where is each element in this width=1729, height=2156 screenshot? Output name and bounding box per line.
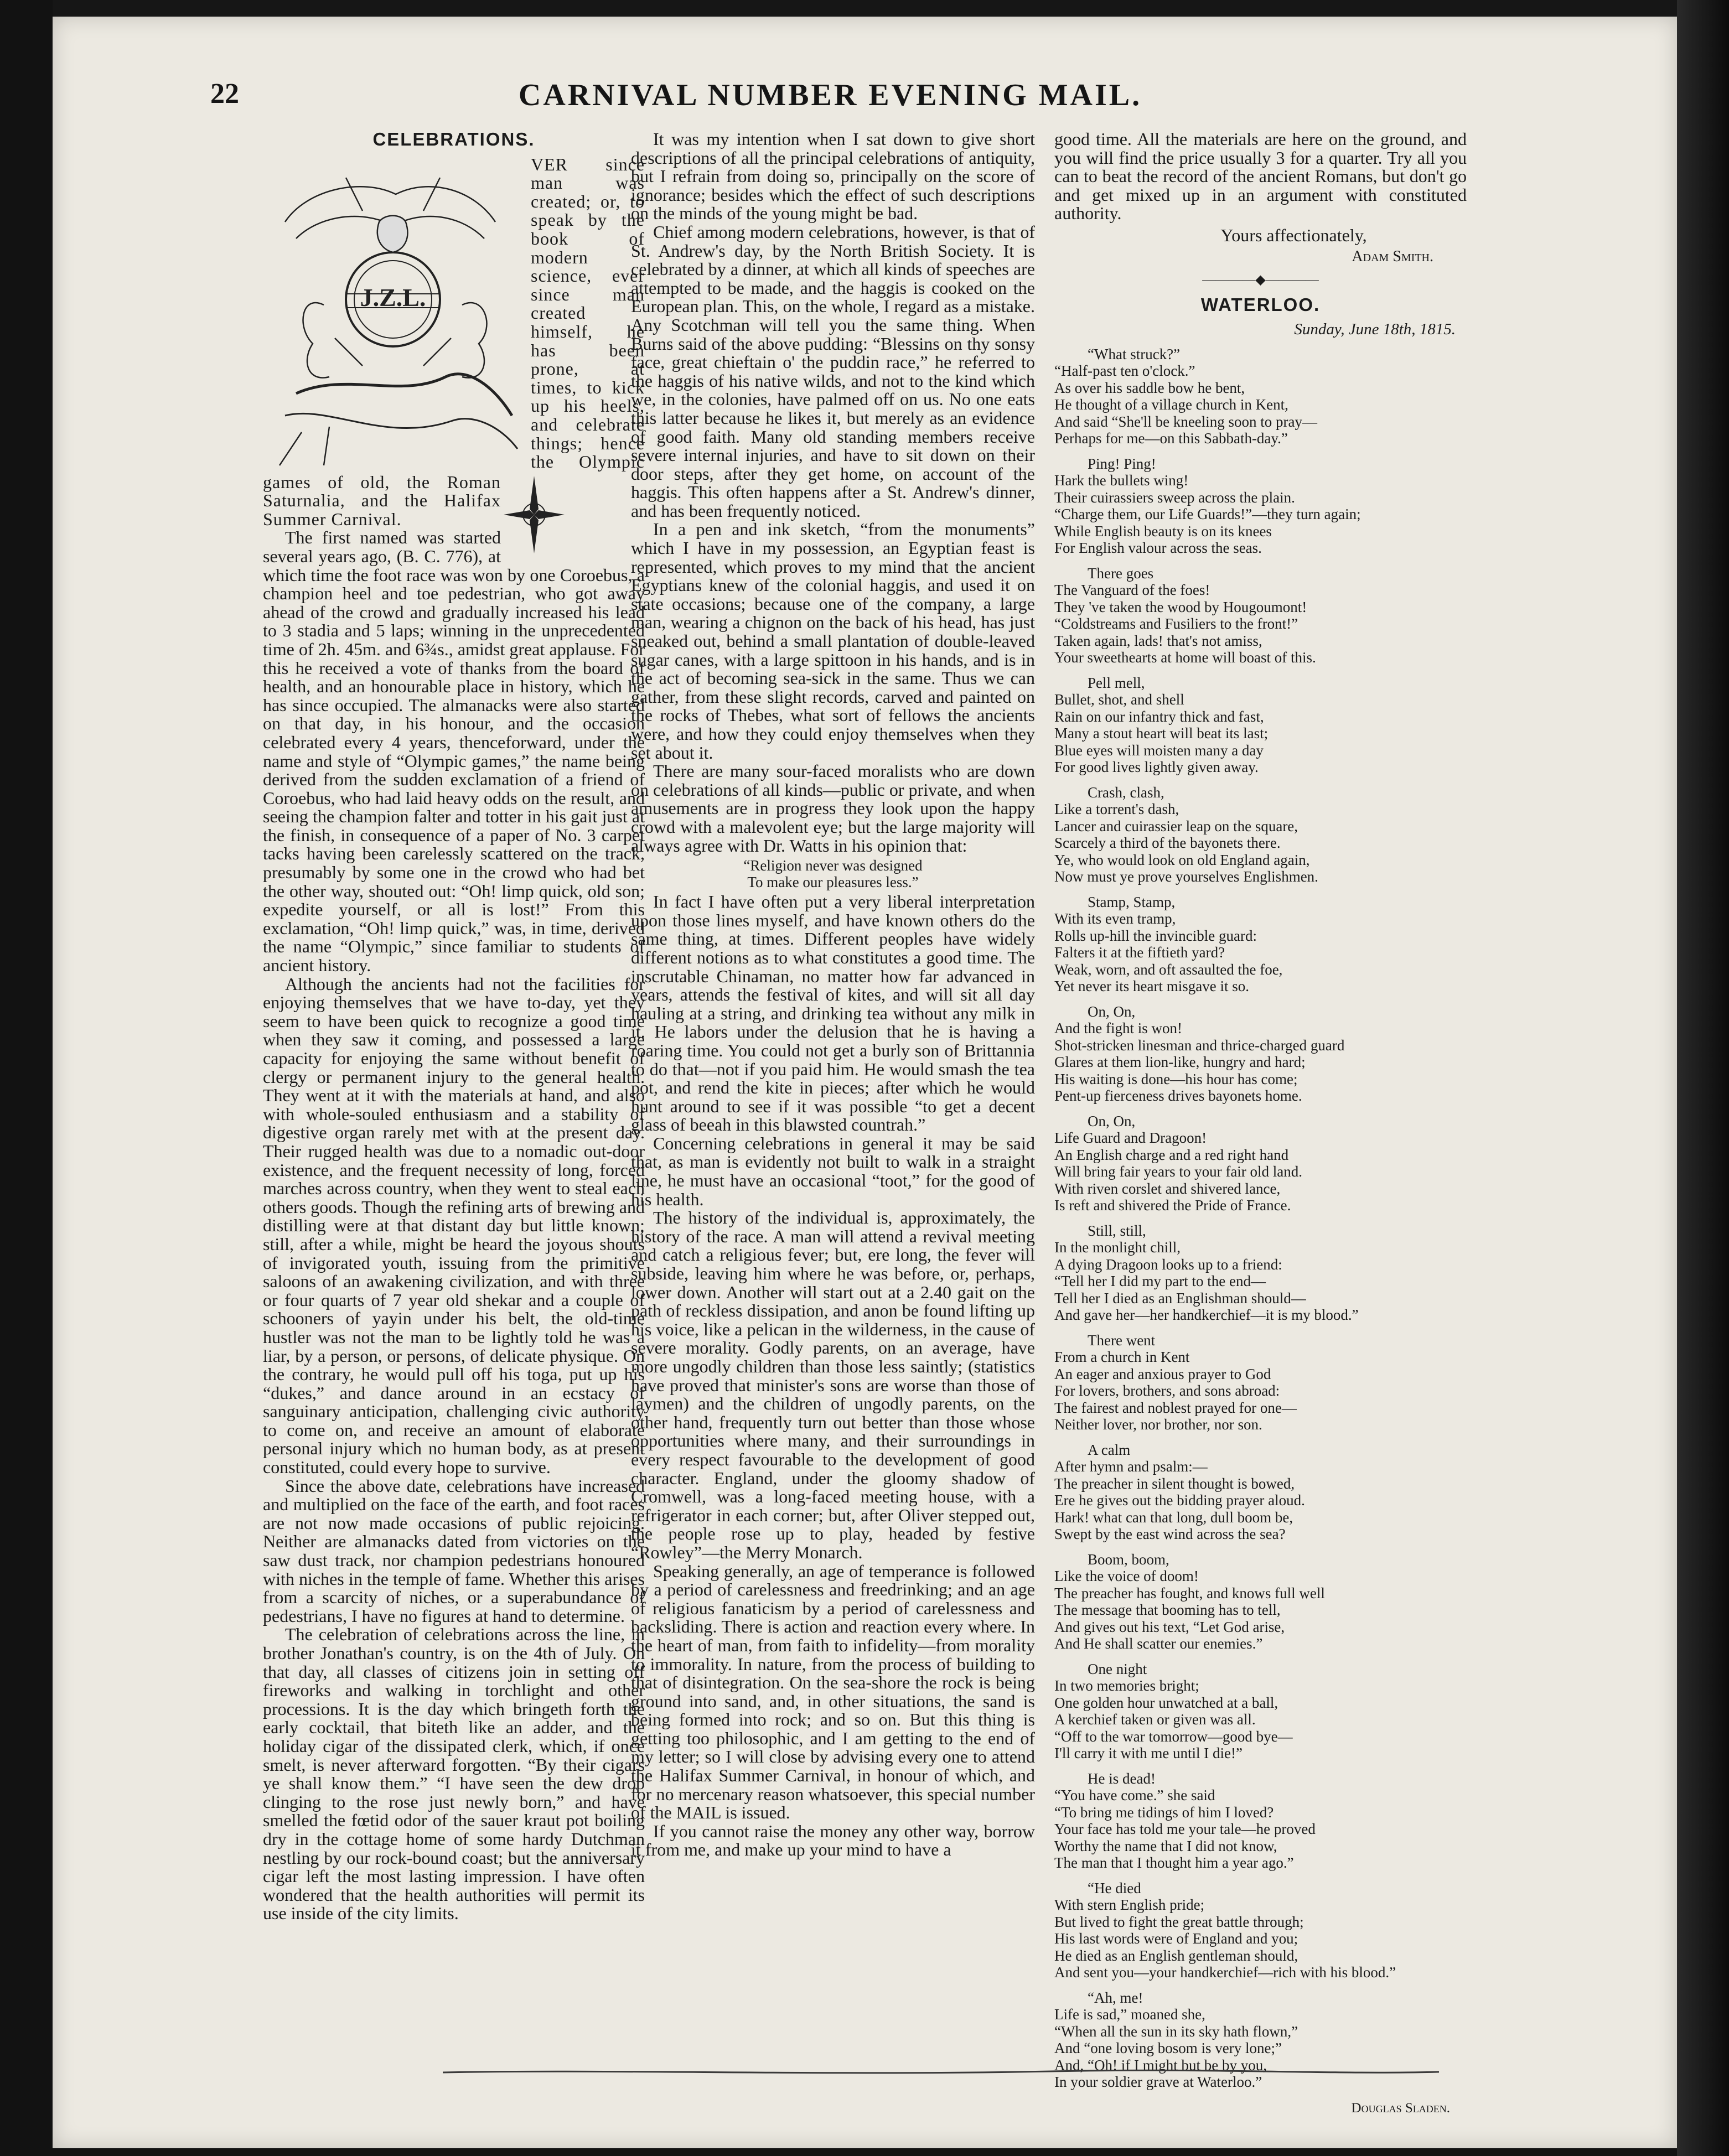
waterloo-dateline: Sunday, June 18th, 1815. bbox=[1294, 320, 1456, 339]
carnival-illustration bbox=[263, 156, 523, 471]
celebrations-paragraph: The first named was started several years ago, (B. C. 776), at which time the foot race was won by one Coroebus, a champion heel and toe pedestrian, who got away ahead of the crowd and gradually increased his lead to 3 stadia and 5 laps; winning in the unprecedented time of 2h. 45m. and 6¾s., amidst great applause. For this he received a vote of thanks from the board of health, and an honourable place in history, which he has since occupied. The almanacks were also started on that day, in his honour, and the occasion celebrated every 4 years, thenceforward, under the name and style of “Olympic games,” the name being derived from the sudden exclamation of a friend of Coroebus, who had laid heavy odds on the result, and seeing the champion falter and totter in his gait just at the finish, in consequence of a paper of No. 3 carpet tacks having been carelessly scattered on the track, presumably by some one in the crowd who had bet the other way, shouted out: “Oh! limp quick, old son; expedite yourself, or all is lost!” From this exclamation, “Oh! limp quick,” was, in time, derived the name “Olympic,” since familiar to students of ancient history. bbox=[263, 527, 645, 976]
scan-top-edge bbox=[53, 0, 1677, 17]
celebrations-title: CELEBRATIONS. bbox=[372, 129, 535, 149]
poem-line: He died as an English gentleman should, bbox=[1054, 1947, 1298, 1964]
poem-line: He is dead! bbox=[1088, 1770, 1156, 1787]
watts-quote bbox=[631, 857, 1035, 890]
celebrations-paragraph: The celebration of celebrations across the line, in brother Jonathan's country, is on the 4th of July. On that day, all classes of citizens join in setting off fireworks and walking in torchlight and other processions. It is the day which bringeth forth the early cocktail, that biteth like an adder, and the holiday cigar of the dissipated clerk, which, if once smelt, is never afterward forgotten. “By their cigars ye shall know them.” “I have seen the dew drop clinging to the rose just newly born,” and have smelled the fœtid odor of the sauer kraut pot boiling dry in the cottage home of some hardy Dutchman nestling by our rock-bound coast; but the anniversary cigar left the most lasting impression. I have often wondered that the health authorities will permit its use inside of the city limits. bbox=[263, 1624, 645, 1924]
poem-line: In two memories bright; bbox=[1054, 1677, 1199, 1694]
poem-line: In your soldier grave at Waterloo.” bbox=[1054, 2074, 1262, 2091]
celebrations-paragraph: Since the above date, celebrations have increased and multiplied on the face of the earth, and foot races are not now made occasions of public rejoicing. Neither are almanacks dated from victories on the saw dust track, nor champion pedestrians honoured with niches in the temple of fame. Whether this arises from a scarcity of niches, or a superabundance of pedestrians, I have no figures at hand to determine. bbox=[263, 1475, 645, 1626]
poem-line: An eager and anxious prayer to God bbox=[1054, 1365, 1271, 1382]
page-smudge bbox=[443, 2067, 1439, 2078]
poem-line: With riven corslet and shivered lance, bbox=[1054, 1180, 1281, 1197]
celebrations-paragraph: VER since man was created; or, to speak by the book of modern science, ever since man created himself, he has been prone, at times, to kick up his heels, and celebrate things; hence the Olympic games of old, the Roman Saturnalia, and the Halifax Summer Carnival. bbox=[263, 154, 645, 529]
poem-stanza bbox=[1054, 1113, 1467, 1214]
poem-line: Taken again, lads! that's not amiss, bbox=[1054, 632, 1262, 649]
poem-stanza bbox=[1054, 1880, 1467, 1981]
poem-line: Yet never its heart misgave it so. bbox=[1054, 978, 1249, 995]
poem-line: Is reft and shivered the Pride of France. bbox=[1054, 1197, 1291, 1214]
poem-line: While English beauty is on its knees bbox=[1054, 522, 1272, 540]
poem-line: And gave her—her handkerchief—it is my blood.” bbox=[1054, 1307, 1359, 1324]
celebrations-paragraph: It was my intention when I sat down to give short descriptions of all the principal celebrations of antiquity, but I refrain from doing so, principally on the score of ignorance; besides which the effect of such descriptions on the minds of the young might be bad. bbox=[631, 129, 1035, 224]
poem-stanza bbox=[1054, 346, 1467, 447]
poem-line: “To bring me tidings of him I loved? bbox=[1054, 1803, 1274, 1821]
poem-line: Your sweethearts at home will boast of this. bbox=[1054, 649, 1316, 666]
celebrations-paragraph: Speaking generally, an age of temperance is followed by a period of carelessness and freedrinking; and an age of religious fanaticism by a period of carelessness and backsliding. There is action and reaction every where. In the heart of man, from faith to infidelity—from morality to immorality. In nature, from the process of building to that of disintegration. On the sea-shore the rock is being ground into sand, and, in other situations, the sand is being formed into rock; and so on. But this thing is getting too philosophic, and I am getting to the end of my letter; so I will close by advising every one to attend the Halifax Summer Carnival, in honour of which, and for no mercenary reason whatsoever, this special number of the MAIL is issued. bbox=[631, 1561, 1035, 1823]
monogram-text: J.Z.L. bbox=[360, 283, 426, 312]
poem-line: There went bbox=[1088, 1331, 1156, 1349]
poem-line: Like the voice of doom! bbox=[1054, 1568, 1199, 1585]
poem-stanza bbox=[1054, 1770, 1467, 1872]
poem-line: “He died bbox=[1088, 1879, 1141, 1896]
poem-line: Will bring fair years to your fair old land. bbox=[1054, 1163, 1303, 1180]
poem-line: Swept by the east wind across the sea? bbox=[1054, 1526, 1286, 1543]
poem-line: Their cuirassiers sweep across the plain. bbox=[1054, 489, 1295, 506]
poem-stanza bbox=[1054, 675, 1467, 776]
poem-line: The fairest and noblest prayed for one— bbox=[1054, 1399, 1297, 1416]
poem-line: “Half-past ten o'clock.” bbox=[1054, 362, 1195, 380]
compass-rose-ornament bbox=[501, 473, 567, 556]
poem-stanza bbox=[1054, 455, 1467, 557]
poem-line: “What struck?” bbox=[1088, 345, 1181, 362]
poem-line: Tell her I died as an Englishman should— bbox=[1054, 1289, 1306, 1307]
letter-closing: Yours affectionately, bbox=[1220, 225, 1367, 245]
poem-line: Boom, boom, bbox=[1088, 1551, 1169, 1568]
poem-line: But lived to fight the great battle through; bbox=[1054, 1913, 1304, 1930]
poem-line: Hark! what can that long, dull boom be, bbox=[1054, 1509, 1293, 1526]
poem-line: And He shall scatter our enemies.” bbox=[1054, 1635, 1263, 1652]
poem-line: For lovers, brothers, and sons abroad: bbox=[1054, 1382, 1280, 1400]
poem-line: The Vanguard of the foes! bbox=[1054, 582, 1210, 599]
page-header bbox=[188, 77, 1472, 122]
poem-line: A kerchief taken or given was all. bbox=[1054, 1711, 1256, 1728]
poem-line: Many a stout heart will beat its last; bbox=[1054, 725, 1269, 742]
poem-line: Like a torrent's dash, bbox=[1054, 801, 1179, 818]
poem-line: Lancer and cuirassier leap on the square, bbox=[1054, 817, 1298, 835]
poem-line: Life is sad,” moaned she, bbox=[1054, 2006, 1205, 2023]
masthead: CARNIVAL NUMBER EVENING MAIL. bbox=[518, 78, 1142, 112]
waterloo-poem bbox=[1054, 346, 1467, 2091]
poem-stanza bbox=[1054, 1661, 1467, 1762]
poem-line: Neither lover, nor brother, nor son. bbox=[1054, 1416, 1262, 1433]
poem-line: And the fight is won! bbox=[1054, 1020, 1182, 1037]
poem-line: “Coldstreams and Fusiliers to the front!” bbox=[1054, 615, 1298, 633]
poem-line: Stamp, Stamp, bbox=[1088, 893, 1176, 910]
poem-line: Bullet, shot, and shell bbox=[1054, 691, 1184, 708]
poem-stanza bbox=[1054, 1003, 1467, 1105]
poem-stanza bbox=[1054, 565, 1467, 666]
celebrations-paragraph: In a pen and ink sketch, “from the monuments” which I have in my possession, an Egyptian feast is represented, which proves to my mind that the ancient Egyptians knew of the colonial haggis, and used it on state occasions; because one of the company, a large man, wearing a chignon on the back of his head, has just sneaked out, behind a small plantation of double-leaved sugar canes, with a large spittoon in his hands, and is in the act of becoming sea-sick in the same. Thus we can gather, from these slight records, carved and painted on the rocks of Thebes, what sort of fellows the ancients were, and how they could enjoy themselves when they set about it. bbox=[631, 519, 1035, 763]
quote-line: “Religion never was designed bbox=[743, 857, 923, 874]
poem-line: After hymn and psalm:— bbox=[1054, 1458, 1208, 1475]
poem-line: Pent-up fierceness drives bayonets home. bbox=[1054, 1087, 1302, 1105]
celebrations-paragraph: Although the ancients had not the facilities for enjoying themselves that we have to-day, yet they seem to have been quick to recognize a good time when they saw it coming, and possessed a large capacity for enjoying the same without benefit of clergy or permanent injury to the general health. They went at it with the materials at hand, and also with whole-souled enthusiasm and a stability of digestive organ rarely met with at the present day. Their rugged health was due to a nomadic out-door existence, and the frequent necessity of long, forced marches across country, when they went to steal each others goods. Though the refining arts of brewing and distilling were at that distant day but little known; still, after a while, might be heard the joyous shouts of invigorated youth, issuing from the primitive saloons of an awakening civilization, and with three or four quarts of 7 year old shekar and a couple of schooners of yayin under his belt, the old-time hustler was not the man to be lightly told he was a liar, by a person, or persons, of delicate physique. On the contrary, he would pull off his toga, put up his “dukes,” and dance around in an ecstacy of sanguinary anticipation, challenging civic authority to come on, and receive an amount of elaborate personal injury which no human body, as at present constituted, could every hope to survive. bbox=[263, 973, 645, 1478]
poem-line: Crash, clash, bbox=[1088, 784, 1164, 801]
poem-line: Blue eyes will moisten many a day bbox=[1054, 742, 1264, 759]
waterloo-title: WATERLOO. bbox=[1200, 294, 1321, 315]
poem-line: Life Guard and Dragoon! bbox=[1054, 1129, 1207, 1147]
poem-line: “Off to the war tomorrow—good bye— bbox=[1054, 1728, 1293, 1745]
poem-line: Glares at them lion-like, hungry and hard; bbox=[1054, 1054, 1306, 1071]
quote-line: To make our pleasures less.” bbox=[747, 874, 919, 891]
poem-line: With its even tramp, bbox=[1054, 910, 1176, 927]
poem-line: The preacher in silent thought is bowed, bbox=[1054, 1475, 1295, 1492]
poem-line: On, On, bbox=[1088, 1003, 1136, 1020]
poem-line: Now must ye prove yourselves Englishmen. bbox=[1054, 868, 1318, 885]
poem-line: One golden hour unwatched at a ball, bbox=[1054, 1694, 1278, 1711]
poem-line: Still, still, bbox=[1088, 1222, 1146, 1239]
poem-line: “Ah, me! bbox=[1088, 1989, 1143, 2006]
celebrations-paragraph: Chief among modern celebrations, however, is that of St. Andrew's day, by the North British Society. It is celebrated by a dinner, at which all kinds of speeches are attempted to be made, and the haggis is cooked on the European plan. This, on the whole, I regard as a mistake. Any Scotchman will tell you the same thing. When Burns said of the above pudding: “Blessins on thy sonsy face, great chieftain o' the puddin race,” he referred to the haggis of his native wilds, and not to the kind which we, in the colonies, have palmed off on us. No one eats this latter because he likes it, but merely as an evidence of good faith. Many old standing members receive severe internal injuries, and have to sit down on their door steps, after they get home, on account of the haggis. This often happens after a St. Andrew's dinner, and has been frequently noticed. bbox=[631, 221, 1035, 521]
poem-stanza bbox=[1054, 1551, 1467, 1652]
poem-author: Douglas Sladen. bbox=[1351, 2100, 1450, 2116]
poem-line: “Charge them, our Life Guards!”—they turn again; bbox=[1054, 506, 1361, 523]
letter-signature: Adam Smith. bbox=[1352, 247, 1433, 265]
poem-line: And said “She'll be kneeling soon to pray— bbox=[1054, 413, 1318, 430]
poem-line: Ping! Ping! bbox=[1088, 455, 1156, 472]
scan-right-edge bbox=[1677, 0, 1729, 2156]
poem-line: Rolls up-hill the invincible guard: bbox=[1054, 927, 1257, 944]
poem-line: The preacher has fought, and knows full well bbox=[1054, 1584, 1325, 1602]
poem-line: Pell mell, bbox=[1088, 674, 1145, 691]
poem-line: There goes bbox=[1088, 564, 1154, 582]
poem-line: I'll carry it with me until I die!” bbox=[1054, 1745, 1243, 1762]
celebrations-paragraph: good time. All the materials are here on the ground, and you will find the price usually 3 for a quarter. Try all you can to beat the record of the ancient Romans, but don't go and get mixed up in an argument with constituted authority. bbox=[1054, 129, 1467, 224]
poem-line: In the monlight chill, bbox=[1054, 1239, 1181, 1256]
poem-line: Hark the bullets wing! bbox=[1054, 472, 1189, 489]
poem-stanza bbox=[1054, 1442, 1467, 1543]
celebrations-paragraph: The history of the individual is, approximately, the history of the race. A man will attend a revival meeting and catch a religious fever; but, ere long, the fever will subside, leaving him where he was before, or, perhaps, lower down. Another will start out at a 2.40 gait on the path of reckless dissipation, and anon be found lifting up his voice, like a pelican in the wilderness, in the cause of severe morality. Godly parents, on an average, have more ungodly children than those less saintly; (statistics have proved that minister's sons are worse than those of laymen) and the children of ungodly parents, on the other hand, frequently turn out better than those whose opportunities where many, and their surroundings in every respect favourable to the development of good character. England, under the gloomy shadow of Cromwell, was a long-faced meeting house, with a refrigerator in each corner; but, after Oliver stepped out, the people rose up to play, headed by festive “Rowley”—the Merry Monarch. bbox=[631, 1207, 1035, 1562]
poem-line: And, “Oh! if I might but be by you, bbox=[1054, 2056, 1267, 2074]
poem-line: A calm bbox=[1088, 1441, 1131, 1458]
poem-stanza bbox=[1054, 1332, 1467, 1433]
poem-line: His last words were of England and you; bbox=[1054, 1930, 1298, 1947]
poem-line: Ye, who would look on old England again, bbox=[1054, 851, 1310, 868]
poem-line: And gives out his text, “Let God arise, bbox=[1054, 1618, 1285, 1635]
poem-line: As over his saddle bow he bent, bbox=[1054, 379, 1245, 396]
poem-line: An English charge and a red right hand bbox=[1054, 1146, 1289, 1163]
poem-line: From a church in Kent bbox=[1054, 1349, 1190, 1366]
poem-line: Perhaps for me—on this Sabbath-day.” bbox=[1054, 430, 1288, 447]
poem-line: Shot-stricken linesman and thrice-charged guard bbox=[1054, 1036, 1345, 1054]
column-3 bbox=[1054, 130, 1467, 2118]
poem-line: And “one loving bosom is very lone;” bbox=[1054, 2040, 1282, 2057]
celebrations-paragraph: If you cannot raise the money any other way, borrow it from me, and make up your mind to have a bbox=[631, 1821, 1035, 1860]
celebrations-paragraph: Concerning celebrations in general it may be said that, as man is evidently not built to walk in a straight line, he must have an occasional “toot,” for the good of his health. bbox=[631, 1133, 1035, 1209]
poem-line: And sent you—your handkerchief—rich with his blood.” bbox=[1054, 1964, 1396, 1981]
poem-stanza bbox=[1054, 894, 1467, 995]
celebrations-paragraph: There are many sour-faced moralists who are down on celebrations of all kinds—public or private, and when amusements are in progress they look upon the happy crowd with a malevolent eye; but the large majority will always agree with Dr. Watts in his opinion that: bbox=[631, 761, 1035, 856]
poem-line: For good lives lightly given away. bbox=[1054, 759, 1259, 776]
poem-line: “You have come.” she said bbox=[1054, 1787, 1215, 1804]
column-2 bbox=[631, 130, 1035, 1859]
page-number: 22 bbox=[210, 78, 239, 110]
poem-line: The message that booming has to tell, bbox=[1054, 1602, 1281, 1619]
poem-line: His waiting is done—his hour has come; bbox=[1054, 1070, 1298, 1087]
poem-line: “Tell her I did my part to the end— bbox=[1054, 1273, 1266, 1290]
poem-line: With stern English pride; bbox=[1054, 1896, 1205, 1914]
poem-line: Worthy the name that I did not know, bbox=[1054, 1837, 1277, 1854]
poem-line: The man that I thought him a year ago.” bbox=[1054, 1854, 1294, 1872]
poem-line: Weak, worn, and oft assaulted the foe, bbox=[1054, 961, 1283, 978]
poem-stanza bbox=[1054, 784, 1467, 885]
poem-line: On, On, bbox=[1088, 1112, 1136, 1129]
column-1 bbox=[263, 130, 645, 1923]
poem-line: A dying Dragoon looks up to a friend: bbox=[1054, 1256, 1282, 1273]
poem-line: For English valour across the seas. bbox=[1054, 540, 1262, 557]
section-divider: ————◆———— bbox=[1202, 273, 1319, 288]
poem-line: Your face has told me your tale—he proved bbox=[1054, 1821, 1316, 1838]
poem-line: Rain on our infantry thick and fast, bbox=[1054, 708, 1264, 725]
celebrations-paragraph: In fact I have often put a very liberal interpretation upon those lines myself, and have known others do the same thing, at times. Different peoples have widely different notions as to what constitutes a good time. The inscrutable Chinaman, no matter how far advanced in years, attends the festival of kites, and will sit all day hauling at a string, and drinking tea without any milk in it. He labors under the delusion that he is having a roaring time. You could not get a burly son of Brittannia to do that—not if you paid him. He would smash the tea pot, and rend the kite in pieces; after which he would hunt around to see if it was possible “to get a decent glass of beeah in this blawsted countrah.” bbox=[631, 892, 1035, 1135]
poem-stanza bbox=[1054, 1222, 1467, 1324]
poem-line: He thought of a village church in Kent, bbox=[1054, 396, 1288, 413]
poem-line: Falters it at the fiftieth yard? bbox=[1054, 944, 1225, 961]
poem-line: Ere he gives out the bidding prayer aloud. bbox=[1054, 1492, 1305, 1509]
poem-line: One night bbox=[1088, 1660, 1147, 1677]
poem-line: Scarcely a third of the bayonets there. bbox=[1054, 835, 1281, 852]
poem-line: They 've taken the wood by Hougoumont! bbox=[1054, 598, 1307, 615]
poem-line: “When all the sun in its sky hath flown,” bbox=[1054, 2023, 1298, 2040]
